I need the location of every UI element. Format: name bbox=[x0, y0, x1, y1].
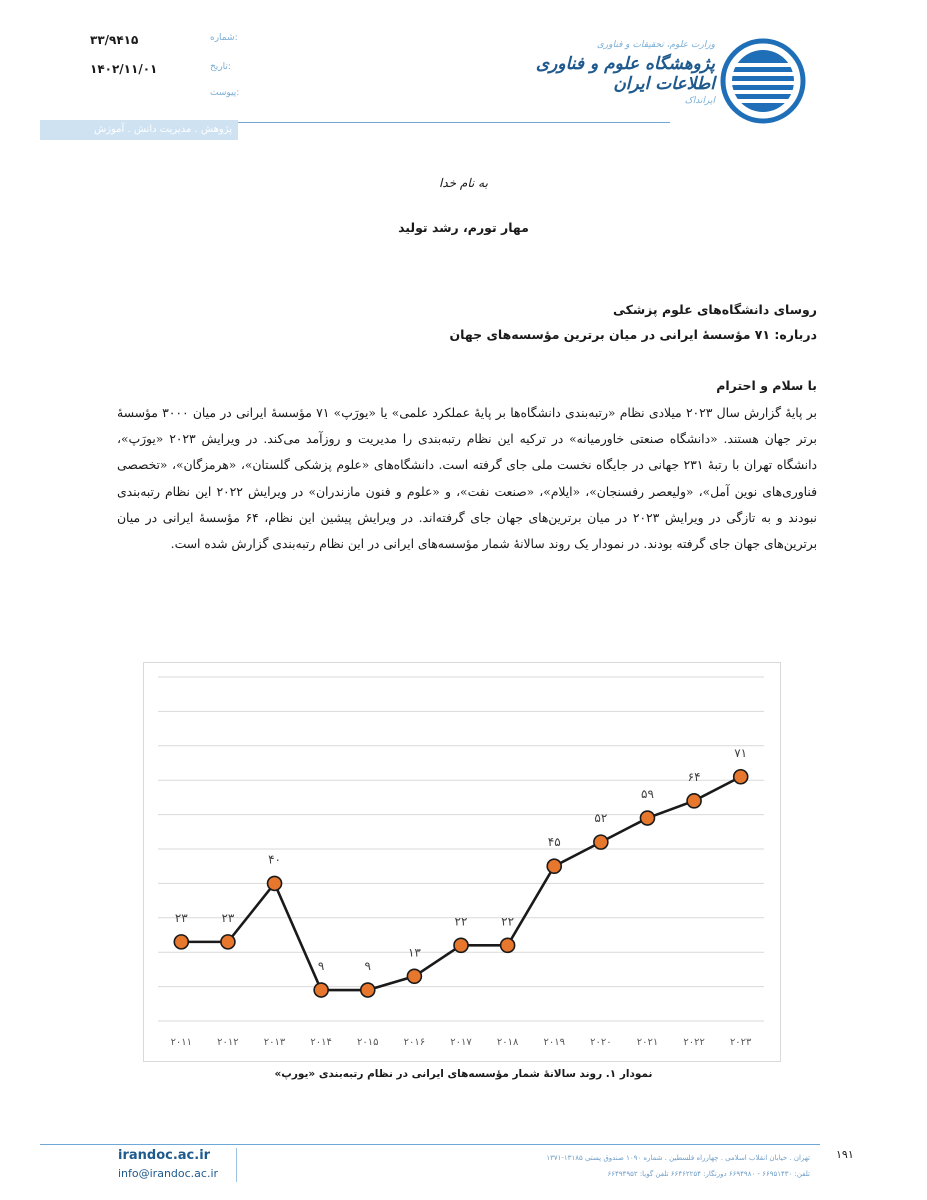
data-point bbox=[314, 983, 328, 997]
bismillah: به نام خدا bbox=[439, 176, 488, 190]
data-label: ۱۳ bbox=[407, 945, 421, 960]
letter-number: ۳۳/۹۴۱۵ bbox=[90, 33, 139, 47]
letter-number-row bbox=[90, 33, 238, 47]
subject-line: درباره: ۷۱ مؤسسهٔ ایرانی در میان برترین مؤسسه‌های جهان bbox=[449, 327, 817, 342]
x-tick-label: ۲۰۱۲ bbox=[217, 1037, 239, 1048]
header-band: پژوهش . مدیریت دانش . آموزش bbox=[40, 120, 238, 140]
footer-address-line-1: تهران . خیابان انقلاب اسلامی . چهارراه فلسطین . شماره ۱۰۹۰ صندوق پستی ۱۳۱۸۵-۱۳۷۱ bbox=[546, 1154, 810, 1162]
data-label: ۷۱ bbox=[734, 745, 748, 760]
recipient: روسای دانشگاه‌های علوم پزشکی bbox=[612, 302, 817, 317]
data-label: ۹ bbox=[317, 959, 325, 974]
data-label: ۲۲ bbox=[454, 914, 468, 929]
data-point bbox=[547, 859, 561, 873]
x-tick-label: ۲۰۲۰ bbox=[590, 1037, 612, 1048]
letter-date: ۱۴۰۲/۱۱/۰۱ bbox=[90, 62, 158, 76]
data-point bbox=[734, 770, 748, 784]
data-point bbox=[687, 794, 701, 808]
x-tick-label: ۲۰۲۲ bbox=[683, 1037, 705, 1048]
x-tick-label: ۲۰۱۱ bbox=[170, 1037, 193, 1048]
letter-number-label: شماره: bbox=[210, 33, 238, 43]
data-label: ۹ bbox=[364, 959, 371, 974]
footer-address bbox=[440, 1150, 810, 1182]
data-label: ۲۳ bbox=[174, 910, 188, 925]
x-tick-label: ۲۰۱۶ bbox=[403, 1037, 426, 1048]
data-label: ۴۵ bbox=[547, 835, 561, 850]
page-number: ۱۹۱ bbox=[836, 1148, 854, 1161]
data-point bbox=[174, 935, 188, 949]
x-tick-label: ۲۰۱۷ bbox=[450, 1037, 472, 1048]
footer-rule bbox=[40, 1144, 820, 1145]
data-label: ۶۴ bbox=[687, 769, 701, 784]
data-label: ۲۲ bbox=[501, 914, 515, 929]
chart-caption: نمودار ۱. روند سالانهٔ شمار مؤسسه‌های ایرانی در نظام رتبه‌بندی «یورپ» bbox=[274, 1068, 653, 1080]
data-point bbox=[454, 938, 468, 952]
data-point bbox=[594, 835, 608, 849]
ministry-name: وزارت علوم، تحقیقات و فناوری bbox=[596, 40, 715, 50]
greeting: با سلام و احترام bbox=[716, 378, 817, 393]
footer-email[interactable]: info@irandoc.ac.ir bbox=[118, 1167, 219, 1180]
org-name: پژوهشگاه علوم و فناوری اطلاعات ایران bbox=[535, 54, 715, 94]
footer-address-line-2: تلفن: ۶۶۹۵۱۴۳۰ - ۶۶۹۴۹۸۰ دورنگار: ۶۶۴۶۲۲۵۴ تلفن گویا: ۶۶۴۹۴۹۵۲ bbox=[607, 1170, 810, 1178]
data-label: ۵۹ bbox=[641, 787, 654, 802]
data-point bbox=[501, 938, 515, 952]
data-label: ۴۰ bbox=[268, 852, 281, 867]
letter-attachment-label: پیوست: bbox=[210, 88, 240, 98]
x-tick-label: ۲۰۲۱ bbox=[636, 1037, 659, 1048]
x-tick-label: ۲۰۱۴ bbox=[310, 1037, 332, 1048]
data-point bbox=[407, 969, 421, 983]
irandoc-logo-icon bbox=[720, 38, 806, 124]
data-label: ۲۳ bbox=[221, 910, 235, 925]
letter-date-row bbox=[90, 62, 231, 76]
footer-divider bbox=[236, 1148, 237, 1182]
line-chart bbox=[144, 663, 780, 1061]
body-paragraph: بر پایهٔ گزارش سال ۲۰۲۳ میلادی نظام «رتبه‌بندی دانشگاه‌ها بر پایهٔ عملکرد علمی» یا «یورَپ» ۷۱ مؤسسهٔ ایرانی در میان ۳۰۰۰ مؤسسهٔ برتر جهان هستند. «دانشگاه صنعتی خاورمیانه» در ترکیه این نظام رتبه‌بندی را مدیریت و روزآمد می‌کند. در ویرایش ۲۰۲۳ «یورَپ»، دانشگاه تهران با رتبهٔ ۲۳۱ جهانی در جایگاه نخست ملی جای گرفته است. دانشگاه‌های «علوم پزشکی گلستان»، «هرمزگان»، «تخصصی فناوری‌های نوین آمل»، «ولیعصر رفسنجان»، «ایلام»، «صنعت نفت»، و «علوم و فنون مازندران» در ویرایش ۲۰۲۲ این نظام رتبه‌بندی نبودند و به تازگی در ویرایش ۲۰۲۳ در میان برترین‌های جهان جای گرفته‌اند. در ویرایش پیشین این نظام، ۶۴ مؤسسهٔ ایرانی در میان برترین‌های جهان جای گرفته بودند. در نمودار یک روند سالانهٔ شمار مؤسسه‌های ایرانی در این نظام رتبه‌بندی گزارش شده است. bbox=[117, 406, 817, 552]
data-point bbox=[221, 935, 235, 949]
letter-date-label: تاریخ: bbox=[210, 62, 231, 72]
x-tick-label: ۲۰۱۵ bbox=[357, 1037, 379, 1048]
x-tick-label: ۲۰۱۹ bbox=[543, 1037, 565, 1048]
data-label: ۵۲ bbox=[594, 811, 608, 826]
data-point bbox=[361, 983, 375, 997]
data-point bbox=[268, 876, 282, 890]
org-title-block bbox=[490, 40, 715, 106]
footer-website[interactable]: irandoc.ac.ir bbox=[118, 1148, 211, 1163]
yearly-slogan: مهار تورم، رشد تولید bbox=[398, 220, 529, 235]
x-tick-label: ۲۰۱۸ bbox=[496, 1037, 519, 1048]
x-tick-label: ۲۰۲۳ bbox=[729, 1037, 752, 1048]
org-short-name: ایرانداک bbox=[684, 96, 715, 106]
data-point bbox=[640, 811, 654, 825]
x-tick-label: ۲۰۱۳ bbox=[263, 1037, 286, 1048]
chart-frame bbox=[143, 662, 781, 1062]
